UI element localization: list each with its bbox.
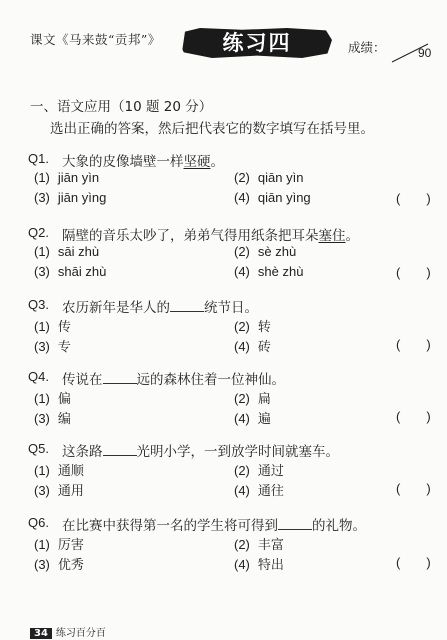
option-3[interactable]	[34, 336, 71, 355]
stem-text: 统节日。	[204, 300, 258, 316]
option-number: (2)	[234, 391, 250, 406]
option-number: (3)	[34, 339, 50, 354]
question-number: Q5.	[28, 441, 49, 456]
option-number: (4)	[234, 483, 250, 498]
option-text: sāi zhù	[57, 244, 100, 259]
worksheet-title-banner	[182, 26, 332, 60]
question-stem	[62, 440, 339, 460]
option-number: (1)	[34, 170, 50, 185]
option-number: (1)	[34, 537, 50, 552]
option-4[interactable]	[234, 480, 284, 499]
option-4[interactable]	[234, 554, 284, 573]
option-number: (3)	[34, 483, 50, 498]
option-text: 特出	[257, 558, 284, 573]
worksheet-title: 练习四	[222, 31, 292, 55]
option-text: sè zhù	[257, 244, 297, 259]
option-number: (4)	[234, 339, 250, 354]
question-stem	[62, 514, 366, 534]
option-3[interactable]	[34, 264, 106, 280]
stem-text: 隔壁的音乐太吵了，弟弟气得用纸条把耳朵	[62, 228, 319, 244]
answer-brackets[interactable]: ( )	[396, 191, 431, 206]
option-text: 偏	[57, 392, 71, 407]
option-number: (2)	[234, 244, 250, 259]
option-text: 丰富	[257, 538, 284, 553]
fill-in-blank[interactable]	[103, 371, 137, 384]
option-text: qiān yìng	[257, 190, 311, 205]
option-text: 通往	[257, 484, 284, 499]
question-number: Q2.	[28, 225, 49, 240]
option-4[interactable]	[234, 336, 271, 355]
option-2[interactable]	[234, 388, 271, 407]
answer-brackets[interactable]: ( )	[396, 481, 431, 496]
option-number: (4)	[234, 264, 250, 279]
option-number: (4)	[234, 411, 250, 426]
option-3[interactable]	[34, 408, 71, 427]
option-number: (2)	[234, 463, 250, 478]
option-2[interactable]	[234, 244, 296, 260]
stem-text: 的礼物。	[312, 518, 366, 534]
option-text: qiān yìn	[257, 170, 304, 185]
option-text: 扁	[257, 392, 271, 407]
question-6	[28, 515, 431, 585]
option-2[interactable]	[234, 170, 303, 186]
option-2[interactable]	[234, 534, 284, 553]
stem-text: 农历新年是华人的	[62, 300, 170, 316]
option-text: 转	[257, 320, 271, 335]
option-4[interactable]	[234, 264, 303, 280]
option-number: (2)	[234, 170, 250, 185]
option-number: (1)	[34, 319, 50, 334]
option-number: (2)	[234, 319, 250, 334]
stem-text: 。	[345, 228, 359, 244]
question-number: Q6.	[28, 515, 49, 530]
option-text: jiān yìng	[57, 190, 107, 205]
question-5	[28, 441, 431, 511]
option-number: (4)	[234, 557, 250, 572]
score-total: 90	[418, 46, 432, 60]
answer-brackets[interactable]: ( )	[396, 265, 431, 280]
stem-underlined-word: 坚硬	[183, 154, 211, 170]
answer-brackets[interactable]: ( )	[396, 555, 431, 570]
option-text: 通过	[257, 464, 284, 479]
option-text: 通用	[57, 484, 84, 499]
option-3[interactable]	[34, 554, 84, 573]
option-3[interactable]	[34, 480, 84, 499]
option-4[interactable]	[234, 190, 311, 206]
stem-text: 在比赛中获得第一名的学生将可得到	[62, 518, 278, 534]
stem-text: 。	[210, 154, 224, 170]
option-text: 编	[57, 412, 71, 427]
answer-brackets[interactable]: ( )	[396, 409, 431, 424]
option-1[interactable]	[34, 170, 99, 186]
question-stem	[62, 224, 359, 244]
option-4[interactable]	[234, 408, 271, 427]
page-footer	[30, 624, 106, 639]
option-1[interactable]	[34, 460, 84, 479]
option-number: (2)	[234, 537, 250, 552]
stem-text: 传说在	[62, 372, 103, 388]
option-text: 砖	[257, 340, 271, 355]
section-heading: 一、语文应用（10 题 20 分）	[30, 99, 213, 115]
question-number: Q4.	[28, 369, 49, 384]
option-3[interactable]	[34, 190, 106, 206]
question-3	[28, 297, 431, 367]
fill-in-blank[interactable]	[170, 299, 204, 312]
question-stem	[62, 368, 285, 388]
option-text: shāi zhù	[57, 264, 107, 279]
question-stem	[62, 150, 224, 170]
option-2[interactable]	[234, 316, 271, 335]
option-number: (3)	[34, 557, 50, 572]
question-number: Q1.	[28, 151, 49, 166]
question-2	[28, 225, 431, 295]
stem-underlined-word: 塞住	[318, 228, 346, 244]
option-number: (1)	[34, 391, 50, 406]
option-number: (1)	[34, 463, 50, 478]
option-text: 通顺	[57, 464, 84, 479]
question-stem	[62, 296, 258, 316]
option-2[interactable]	[234, 460, 284, 479]
option-number: (3)	[34, 411, 50, 426]
question-1	[28, 151, 431, 221]
section-instruction: 选出正确的答案，然后把代表它的数字填写在括号里。	[50, 121, 374, 137]
option-text: jiān yìn	[57, 170, 100, 185]
stem-text: 大象的皮像墙壁一样	[62, 154, 184, 170]
option-1[interactable]	[34, 244, 99, 260]
fill-in-blank[interactable]	[278, 517, 312, 530]
option-text: 传	[57, 320, 71, 335]
page-number: 34	[30, 628, 52, 639]
stem-text: 远的森林住着一位神仙。	[136, 372, 285, 388]
option-1[interactable]	[34, 388, 71, 407]
option-1[interactable]	[34, 316, 71, 335]
option-number: (4)	[234, 190, 250, 205]
stem-text: 这条路	[62, 444, 103, 460]
book-name: 练习百分百	[55, 628, 106, 639]
option-text: 厉害	[57, 538, 84, 553]
answer-brackets[interactable]: ( )	[396, 337, 431, 352]
question-4	[28, 369, 431, 439]
stem-text: 光明小学，一到放学时间就塞车。	[136, 444, 339, 460]
option-number: (3)	[34, 264, 50, 279]
option-text: shè zhù	[257, 264, 304, 279]
lesson-title: 课文《马来鼓“贡邦”》	[30, 32, 161, 47]
score-label: 成绩：	[348, 40, 386, 55]
fill-in-blank[interactable]	[103, 443, 137, 456]
option-number: (3)	[34, 190, 50, 205]
option-1[interactable]	[34, 534, 84, 553]
option-text: 专	[57, 340, 71, 355]
option-text: 遍	[257, 412, 271, 427]
question-number: Q3.	[28, 297, 49, 312]
option-text: 优秀	[57, 558, 84, 573]
option-number: (1)	[34, 244, 50, 259]
